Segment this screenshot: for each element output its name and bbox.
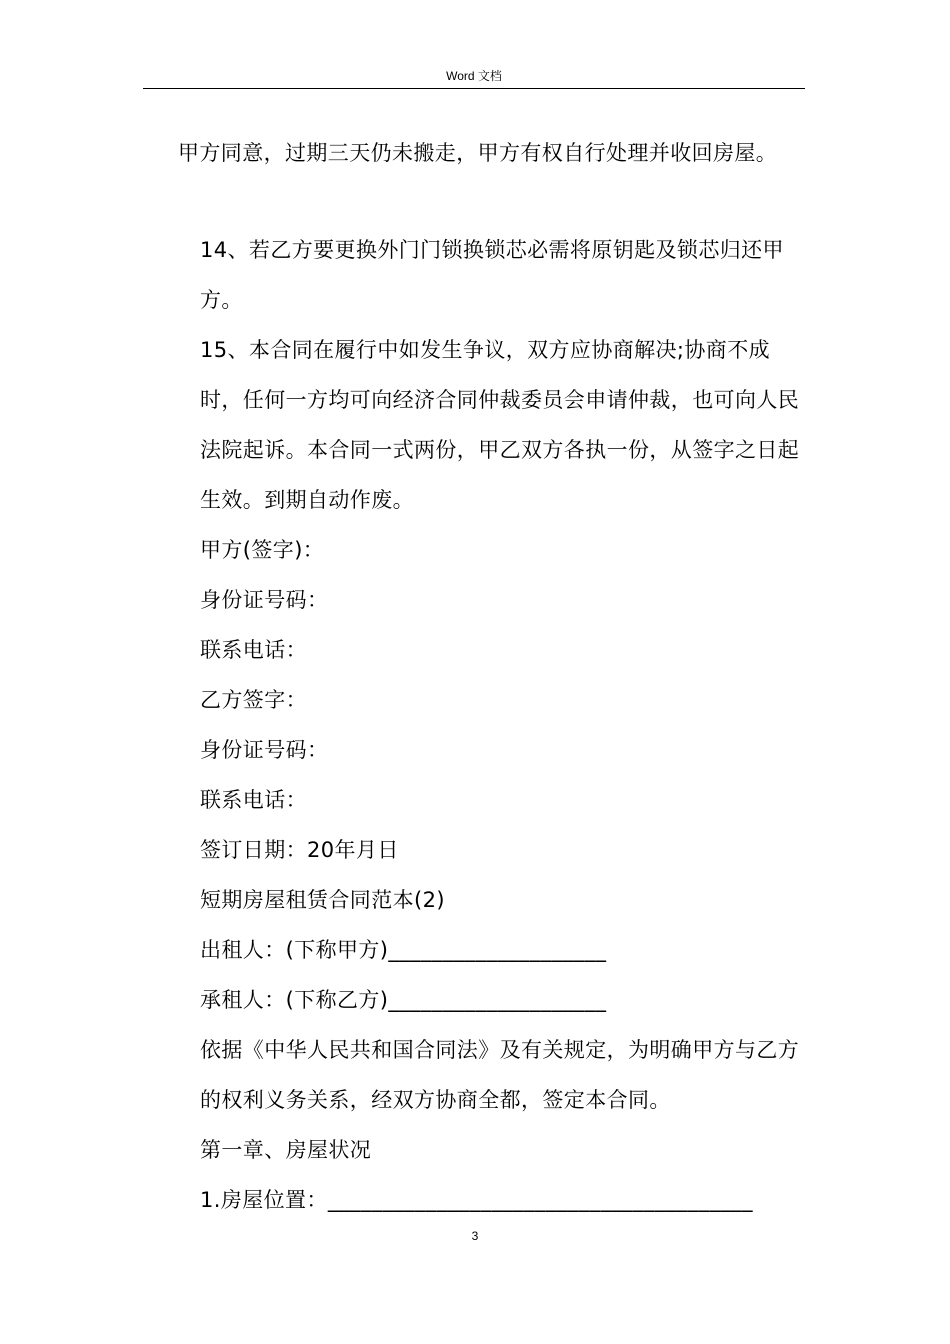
signature-field-party-b: 乙方签字：: [200, 688, 307, 712]
lessee-field: 承租人：(下称乙方)____________________: [200, 988, 607, 1012]
paragraph: 15、本合同在履行中如发生争议，双方应协商解决;协商不成时，任何一方均可向经济合同仲裁委员会申请仲裁，也可向人民法院起诉。本合同一式两份，甲乙双方各执一份，从签字之日起生效。到期自动作废。: [200, 338, 800, 512]
phone-field: 联系电话：: [200, 788, 307, 812]
chapter-heading: 第一章、房屋状况: [200, 1138, 372, 1162]
paragraph-spacer: [178, 178, 806, 225]
page-footer: [0, 1229, 950, 1243]
page-header: [143, 66, 805, 89]
paragraph: 甲方同意，过期三天仍未搬走，甲方有权自行处理并收回房屋。: [178, 141, 778, 165]
paragraph: 依据《中华人民共和国合同法》及有关规定，为明确甲方与乙方的权利义务关系，经双方协商全都，签定本合同。: [200, 1038, 800, 1112]
id-number-field: 身份证号码：: [200, 588, 329, 612]
id-number-field: 身份证号码：: [200, 738, 329, 762]
lessor-field: 出租人：(下称甲方)____________________: [200, 938, 607, 962]
section-title: 短期房屋租赁合同范本(2): [200, 888, 445, 912]
paragraph: 14、若乙方要更换外门门锁换锁芯必需将原钥匙及锁芯归还甲方。: [200, 238, 784, 312]
document-body: [178, 128, 806, 1225]
header-title: Word 文档: [446, 69, 502, 83]
signature-field-party-a: 甲方(签字)：: [200, 538, 325, 562]
page-number: 3: [471, 1229, 479, 1243]
signing-date: 签订日期：20年月日: [200, 838, 399, 862]
house-location-field: 1.房屋位置：_______________________________________: [200, 1188, 753, 1212]
phone-field: 联系电话：: [200, 638, 307, 662]
